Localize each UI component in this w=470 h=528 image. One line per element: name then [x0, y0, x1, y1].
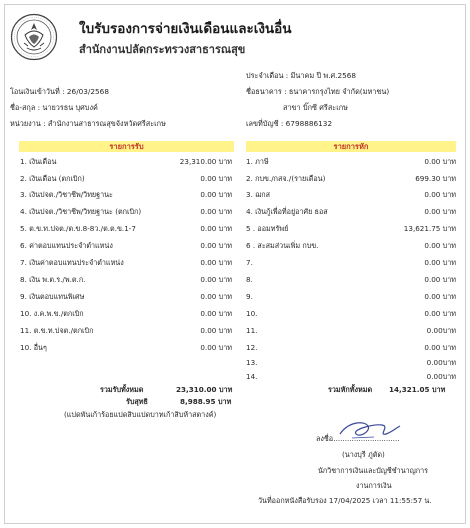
transfer-date: โอนเงินเข้าวันที่ : 26/03/2568 — [10, 87, 109, 96]
item-amount: 0.00 บาท — [200, 224, 232, 233]
income-total-label: รวมรับทั้งหมด — [100, 385, 144, 394]
item-label: 10. อื่นๆ — [20, 343, 47, 352]
ministry-seal-icon — [10, 13, 58, 61]
item-amount: 0.00 บาท — [200, 207, 232, 216]
list-item — [246, 343, 456, 353]
list-item — [246, 258, 456, 268]
list-item — [246, 224, 456, 234]
item-label: 12. — [246, 343, 258, 352]
item-amount: 0.00 บาท — [200, 190, 232, 199]
document-title: ใบรับรองการจ่ายเงินเดือนและเงินอื่น — [79, 21, 292, 37]
item-label: 10. — [246, 309, 258, 318]
item-amount: 0.00บาท — [426, 372, 456, 381]
list-item — [246, 174, 456, 184]
item-label: 10. ง.ค.พ.ข./ตกเบิก — [20, 309, 84, 318]
list-item — [20, 190, 232, 200]
list-item — [20, 241, 232, 251]
item-amount: 0.00 บาท — [424, 190, 456, 199]
list-item — [20, 343, 232, 353]
item-label: 6 . สะสมส่วนเพิ่ม กบข. — [246, 241, 319, 250]
list-item — [246, 292, 456, 302]
item-label: 9. — [246, 292, 253, 301]
sign-label: ลงชื่อ — [316, 434, 334, 443]
item-amount: 0.00 บาท — [424, 292, 456, 301]
net-in-words: (แปดพันเก้าร้อยแปดสิบแปดบาทเก้าสิบห้าสตางค์) — [64, 410, 217, 419]
bank-name: ชื่อธนาคาร : ธนาคารกรุงไทย จำกัด(มหาชน) — [246, 87, 390, 96]
item-amount: 0.00 บาท — [424, 241, 456, 250]
item-amount: 0.00 บาท — [200, 275, 232, 284]
net-label: รับสุทธิ — [126, 397, 148, 406]
item-amount: 0.00 บาท — [424, 157, 456, 166]
issue-timestamp: วันที่ออกหนังสือรับรอง 17/04/2025 เวลา 11:55:57 น. — [258, 496, 432, 505]
item-label: 6. ค่าตอบแทนประจำตำแหน่ง — [20, 241, 113, 250]
list-item — [20, 157, 232, 167]
list-item — [246, 372, 456, 382]
list-item — [20, 224, 232, 234]
list-item — [246, 326, 456, 336]
item-amount: 0.00 บาท — [200, 292, 232, 301]
handwritten-signature — [334, 414, 404, 442]
list-item — [246, 358, 456, 368]
item-amount: 0.00 บาท — [200, 174, 232, 183]
item-amount: 0.00 บาท — [424, 258, 456, 267]
list-item — [246, 157, 456, 167]
net-value: 8,988.95 บาท — [180, 397, 232, 406]
employee-name: ชื่อ-สกุล : นายวรธน บุศบงค์ — [10, 103, 98, 112]
signer-name: (นางบุรี ภู่ตัด) — [342, 450, 385, 459]
list-item — [246, 275, 456, 285]
income-header: รายการรับ — [19, 141, 234, 152]
item-label: 11. — [246, 326, 258, 335]
deduction-header: รายการหัก — [246, 141, 456, 152]
pay-month: ประจำเดือน : มีนาคม ปี พ.ศ.2568 — [246, 71, 357, 80]
item-amount: 0.00บาท — [426, 326, 456, 335]
item-amount: 699.30 บาท — [415, 174, 456, 183]
sign-dots: .............................. — [331, 434, 400, 443]
item-amount: 0.00 บาท — [200, 258, 232, 267]
item-amount: 13,621.75 บาท — [403, 224, 456, 233]
item-amount: 23,310.00 บาท — [179, 157, 232, 166]
list-item — [246, 207, 456, 217]
item-amount: 0.00 บาท — [424, 309, 456, 318]
list-item — [20, 207, 232, 217]
item-label: 14. — [246, 372, 258, 381]
item-label: 2. เงินเดือน (ตกเบิก) — [20, 174, 85, 183]
list-item — [20, 174, 232, 184]
item-amount: 0.00 บาท — [200, 309, 232, 318]
item-label: 5. ต.ข.ท.ปจต./ต.ข.8-8ว./ต.ต.ข.1-7 — [20, 224, 136, 233]
item-amount: 0.00 บาท — [200, 241, 232, 250]
item-label: 4. เงินปจต./วิชาชีพ/วิทยฐานะ (ตกเบิก) — [20, 207, 142, 216]
account-number: เลขที่บัญชี : 6798886132 — [246, 119, 333, 128]
document-subtitle: สำนักงานปลัดกระทรวงสาธารณสุข — [79, 43, 246, 56]
item-label: 8. เงิน พ.ต.ร./พ.ต.ก. — [20, 275, 86, 284]
item-label: 8. — [246, 275, 253, 284]
item-label: 7. — [246, 258, 253, 267]
item-label: 13. — [246, 358, 258, 367]
signer-position: นักวิชาการเงินและบัญชีชำนาญการ — [318, 466, 429, 475]
item-label: 4. เงินกู้เพื่อที่อยู่อาศัย ธอส — [246, 207, 328, 216]
employee-unit: หน่วยงาน : สำนักงานสาธารณสุขจังหวัดศรีสะเกษ — [10, 119, 166, 128]
list-item — [246, 309, 456, 319]
item-amount: 0.00 บาท — [200, 343, 232, 352]
item-amount: 0.00 บาท — [424, 207, 456, 216]
item-label: 1. เงินเดือน — [20, 157, 57, 166]
item-label: 2. กบข./กสจ./(รายเดือน) — [246, 174, 326, 183]
item-label: 3. ฌกส — [246, 190, 271, 199]
list-item — [20, 275, 232, 285]
income-total-value: 23,310.00 บาท — [176, 385, 233, 394]
deduction-total-value: 14,321.05 บาท — [389, 385, 446, 394]
item-label: 11. ต.ข.ท.ปจต./ตกเบิก — [20, 326, 94, 335]
list-item — [20, 292, 232, 302]
item-label: 5 . ออมทรัพย์ — [246, 224, 289, 233]
bank-branch: สาขา บิ๊กซี ศรีสะเกษ — [283, 103, 348, 112]
item-label: 1. ภาษี — [246, 157, 269, 166]
signer-department: งานการเงิน — [356, 481, 392, 490]
deduction-total-label: รวมหักทั้งหมด — [328, 385, 373, 394]
list-item — [20, 309, 232, 319]
item-label: 7. เงินค่าตอบแทนประจำตำแหน่ง — [20, 258, 124, 267]
list-item — [20, 326, 232, 336]
list-item — [246, 241, 456, 251]
item-amount: 0.00 บาท — [424, 275, 456, 284]
list-item — [20, 258, 232, 268]
item-label: 3. เงินปจต./วิชาชีพ/วิทยฐานะ — [20, 190, 113, 199]
item-amount: 0.00บาท — [426, 358, 456, 367]
item-amount: 0.00 บาท — [200, 326, 232, 335]
list-item — [246, 190, 456, 200]
item-label: 9. เงินตอบแทนพิเศษ — [20, 292, 85, 301]
item-amount: 0.00 บาท — [424, 343, 456, 352]
